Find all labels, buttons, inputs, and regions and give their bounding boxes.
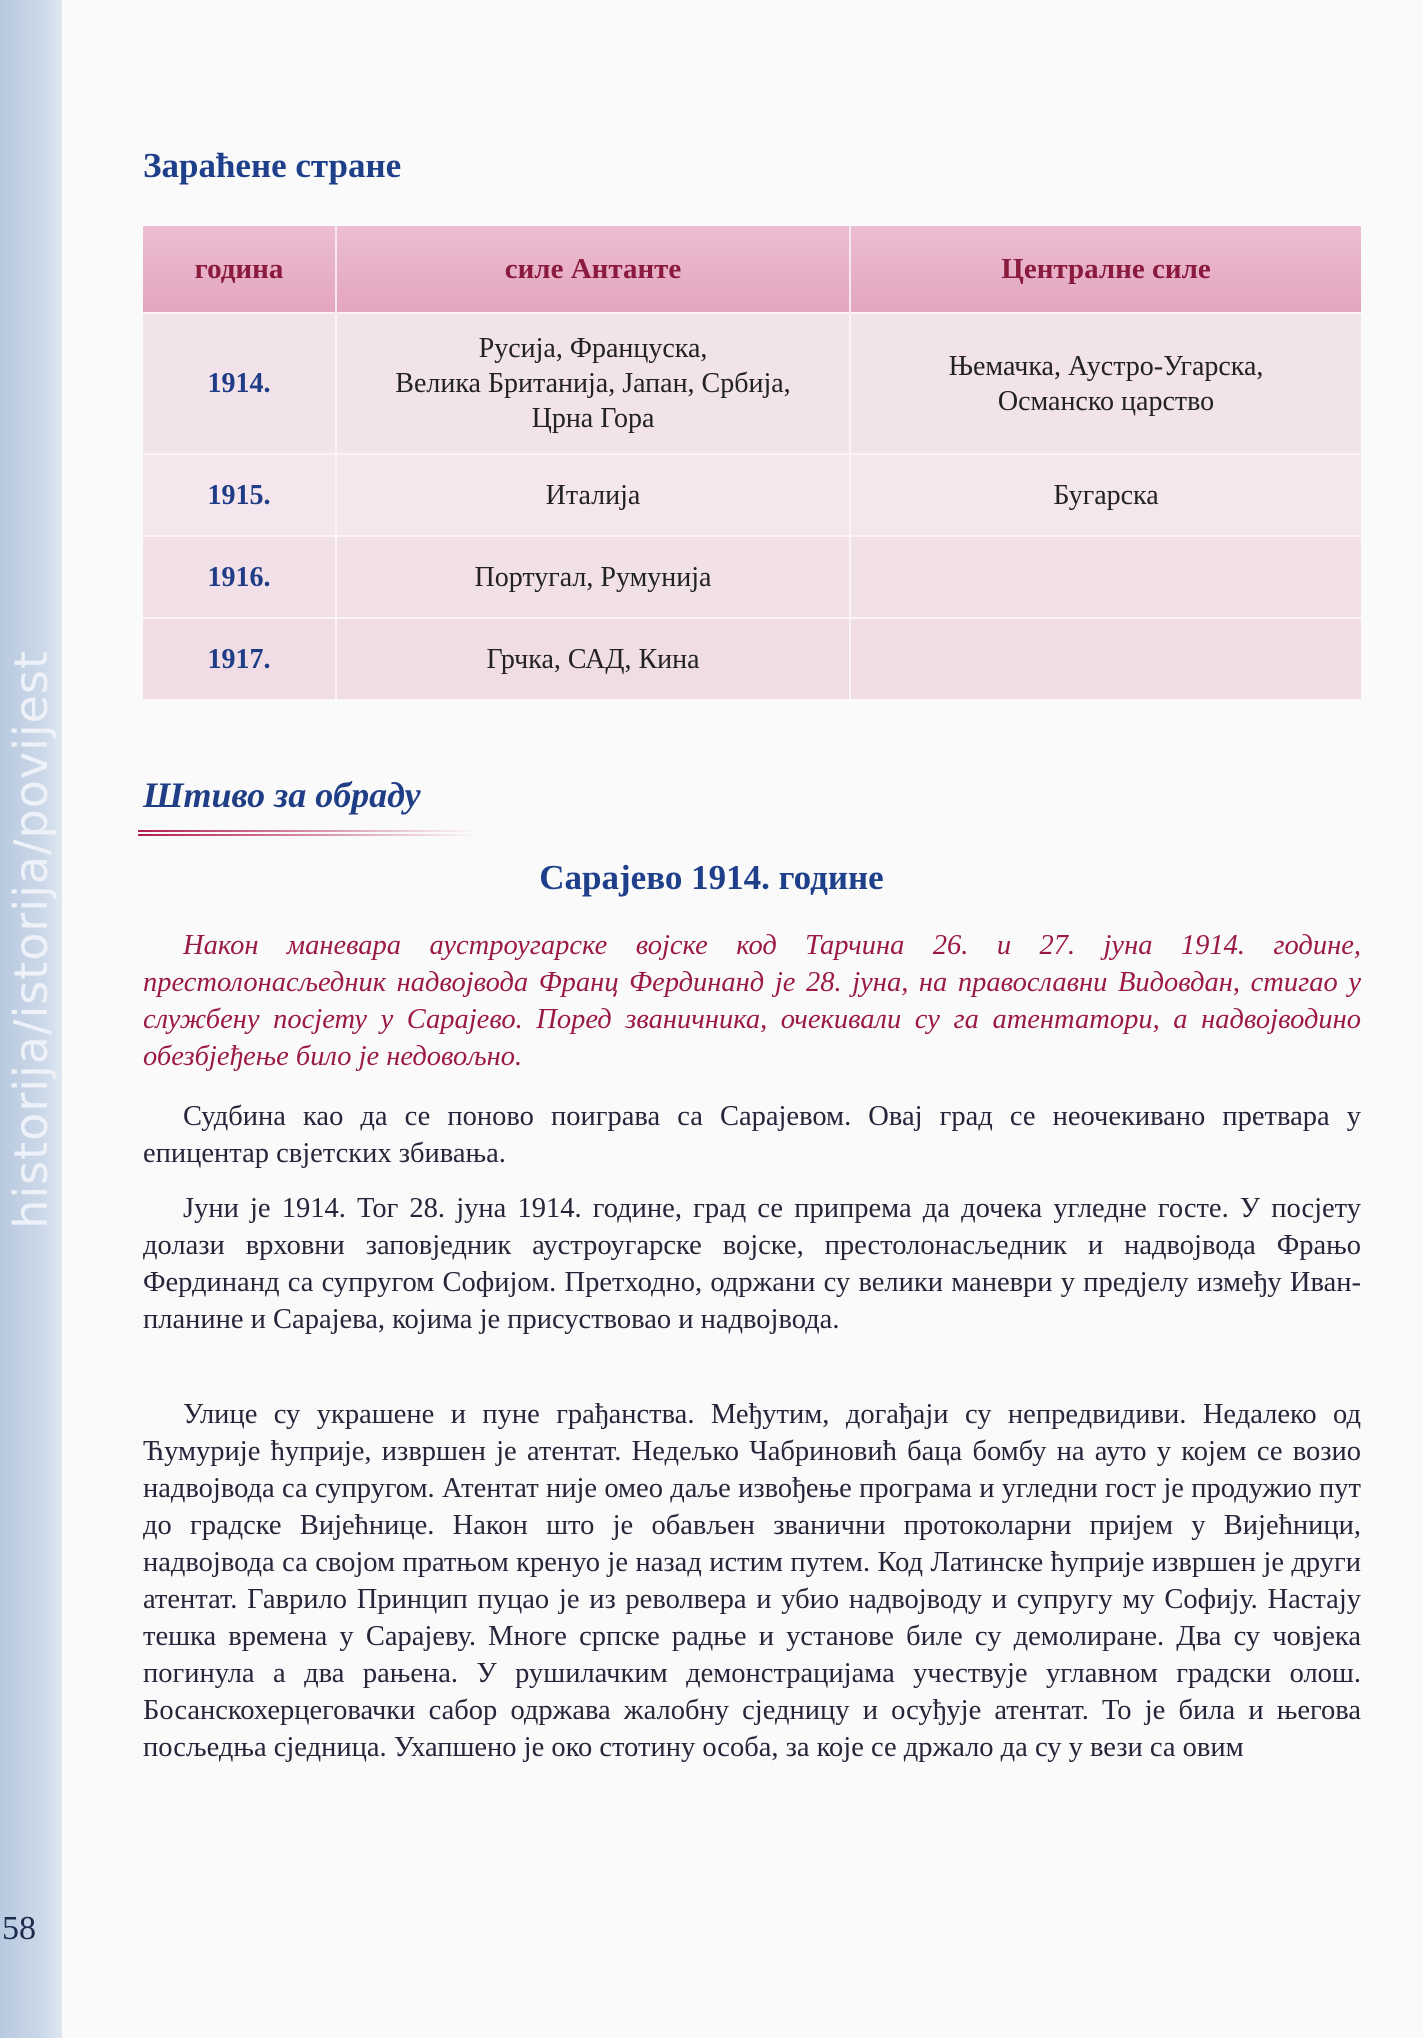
page-number: 58 [2, 1910, 36, 1947]
year-cell: 1914. [143, 313, 336, 454]
entente-cell: Грчка, САД, Кина [336, 618, 850, 699]
reading-title: Сарајево 1914. године [539, 858, 884, 897]
sidebar-strip [0, 0, 62, 2038]
central-cell [850, 618, 1361, 699]
central-cell: Бугарска [850, 454, 1361, 536]
entente-cell: Италија [336, 454, 850, 536]
table-header-row [143, 226, 1361, 313]
body-paragraph: Јуни је 1914. Тог 28. јуна 1914. године, град се припрема да дочека угледне госте. У посјету долази врховни заповједник аустроугарске војске, престолонасљедник и надвојвода Фрањо Фердинанд са супругом Софијом. Претходно, одржани су велики маневри у предјелу између Иван-планине и Сарајева, којима је присуствовао и надвојвода. [143, 1193, 1361, 1335]
entente-cell: Португал, Румунија [336, 536, 850, 618]
sidebar-vertical-text: historija/istorija/povijest [4, 650, 58, 1229]
reading-heading: Штиво за обраду [143, 775, 421, 815]
central-cell [850, 536, 1361, 618]
table-row [143, 313, 1361, 454]
section-title: Зараћене стране [143, 146, 402, 185]
intro-paragraph: Након маневара аустроугарске војске код Тарчина 26. и 27. јуна 1914. године, престолонасљедник надвојвода Франц Фердинанд је 28. јуна, на православни Видовдан, стигао у службену посјету у Сарајево. Поред званичника, очекивали су га атентатори, а надвојводино обезбјеђење било је недовољно. [143, 930, 1361, 1072]
year-cell: 1915. [143, 454, 336, 536]
table-row [143, 618, 1361, 699]
year-cell: 1916. [143, 536, 336, 618]
header-entente: силе Антанте [336, 226, 850, 313]
header-year: година [143, 226, 336, 313]
belligerents-table [143, 226, 1361, 699]
table-row [143, 536, 1361, 618]
entente-cell: Русија, Француска, Велика Британија, Јапан, Србија, Црна Гора [336, 313, 850, 454]
body-paragraph: Судбина као да се поново поиграва са Сарајевом. Овај град се неочекивано претвара у епицентар свјетских збивања. [143, 1101, 1361, 1169]
central-cell: Њемачка, Аустро-Угарска, Османско царство [850, 313, 1361, 454]
reading-underline [138, 830, 478, 840]
year-cell: 1917. [143, 618, 336, 699]
table-row [143, 454, 1361, 536]
header-central-powers: Централне силе [850, 226, 1361, 313]
body-paragraph: Улице су украшене и пуне грађанства. Међутим, догађаји су непредвидиви. Недалеко од Ћумурије ћуприје, извршен је атентат. Недељко Чабриновић баца бомбу на ауто у којем се возио надвојвода са супругом. Атентат није омео даље извођење програма и угледни гост је продужио пут до градске Вијећнице. Након што је обављен званични протоколарни пријем у Вијећници, надвојвода са својом пратњом кренуо је назад истим путем. Код Латинске ћуприје извршен је други атентат. Гаврило Принцип пуцао је из револвера и убио надвојводу и супругу му Софију. Настају тешка времена у Сарајеву. Многе српске радње и установе биле су демолиране. Два су човјека погинула а два рањена. У рушилачким демонстрацијама учествује углавном градски олош. Босанскохерцеговачки сабор одржава жалобну сједницу и осуђује атентат. То је била и његова посљедња сједница. Ухапшено је око стотину особа, за које се држало да су у вези са овим [143, 1399, 1361, 1763]
